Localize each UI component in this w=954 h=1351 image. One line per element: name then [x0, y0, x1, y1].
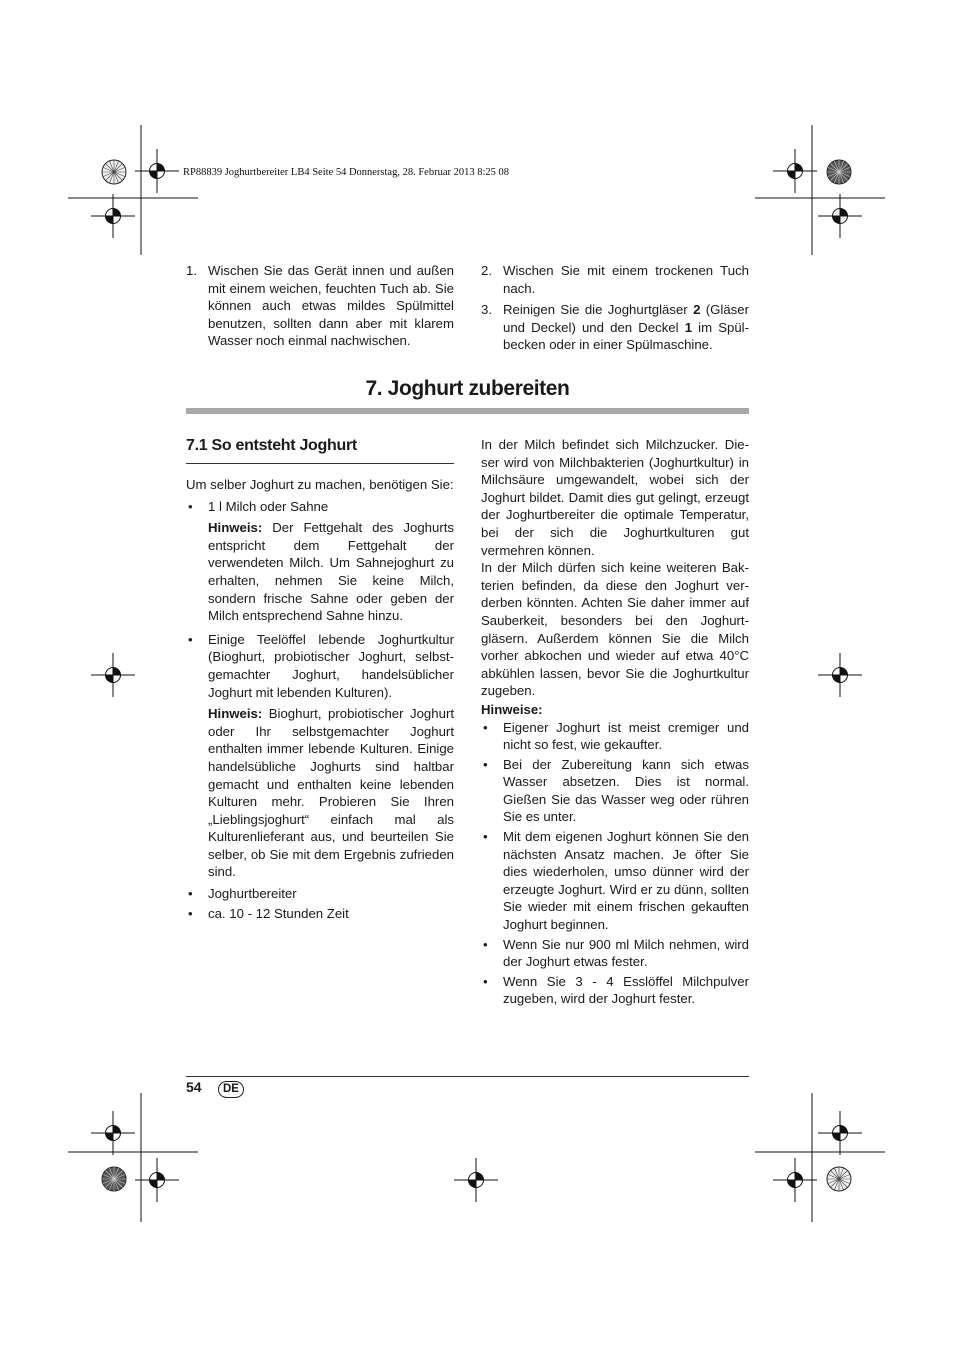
note-label: Hinweis: [208, 706, 263, 722]
note-label: Hinweis: [208, 520, 263, 536]
note [208, 519, 454, 625]
cleaning-steps-right [481, 262, 749, 358]
part-ref-jars: 2 [693, 302, 701, 318]
list-item [186, 498, 454, 625]
print-slug: RP88839 Joghurtbereiter LB4 Seite 54 Donnerstag, 28. Februar 2013 8:25 08 [183, 167, 510, 178]
step-text: Wischen Sie mit einem trockenen Tuch nach. [503, 263, 749, 296]
list-item [186, 631, 454, 881]
step-text-part: im Spül-becken oder in einer Spülmaschine. [503, 319, 749, 353]
bullet-icon: • [483, 973, 488, 989]
bullet-icon: • [188, 905, 193, 921]
list-item [186, 905, 454, 923]
bullet-icon: • [483, 756, 488, 772]
hint-item [481, 719, 749, 754]
part-ref-lid: 1 [684, 319, 693, 335]
step-number: 3. [481, 302, 492, 318]
bullet-icon: • [483, 719, 488, 735]
step-item [481, 262, 749, 297]
step-item [186, 262, 454, 350]
hint-text: Mit dem eigenen Joghurt können Sie den nächsten Ansatz machen. Je öfter Sie dies wiederholen, umso dünner wird der erzeugte Joghurt. Wird er zu dünn, sollten Sie wieder mit einem frischen gekauften Joghurt beginnen. [503, 829, 749, 933]
note [208, 705, 454, 881]
intro-text: Um selber Joghurt zu machen, benötigen Sie: [186, 477, 454, 492]
hint-text: Bei der Zubereitung kann sich etwas Wasser absetzen. Dies ist normal. Gießen Sie das Wasser weg oder rühren Sie es unter. [503, 756, 749, 825]
bullet-icon: • [483, 936, 488, 952]
bullet-icon: • [483, 829, 488, 845]
step-number: 1. [186, 263, 197, 278]
subsection-rule [186, 463, 454, 464]
step-text [503, 302, 749, 352]
note-text: Der Fettgehalt des Joghurts entspricht dem Fettgehalt der verwendeten Milch. Um Sahnejoghurt zu erhalten, nehmen Sie keine Milch, sondern frische Sahne oder geben der Milch entsprechend Sahne hinzu. [208, 520, 454, 624]
hint-text: Wenn Sie 3 - 4 Esslöffel Milchpulver zugeben, wird der Joghurt fester. [503, 973, 749, 1007]
bullet-icon: • [188, 498, 193, 514]
bullet-icon: • [188, 631, 193, 647]
hints-label: Hinweise: [481, 701, 543, 717]
list-item-text: 1 l Milch oder Sahne [208, 498, 329, 514]
hint-text: Wenn Sie nur 900 ml Milch nehmen, wird der Joghurt etwas fester. [503, 936, 749, 970]
list-item [186, 885, 454, 903]
section-title-rule [186, 408, 749, 414]
right-column [481, 436, 749, 1010]
list-item-text: Joghurtbereiter [208, 886, 297, 902]
cleaning-steps-left [186, 262, 454, 354]
subsection-title: 7.1 So entsteht Joghurt [186, 437, 357, 454]
hint-item [481, 828, 749, 934]
list-item-text: Einige Teelöffel lebende Joghurtkultur (Bioghurt, probiotischer Joghurt, selbst-gemachter Joghurt, handelsüblicher Joghurt mit lebenden Kulturen). [208, 631, 454, 700]
language-badge: DE [218, 1081, 244, 1098]
step-text: Wischen Sie das Gerät innen und außen mit einem weichen, feuchten Tuch ab. Sie können auch etwas mildes Spülmittel benutzen, sollten dann aber mit klarem Wasser noch einmal nachwischen. [208, 263, 454, 349]
list-item-text: ca. 10 - 12 Stunden Zeit [208, 905, 349, 921]
hint-item [481, 936, 749, 971]
step-text-part: (Gläser und Deckel) und den Deckel [503, 302, 749, 335]
bullet-icon: • [188, 886, 193, 902]
section-title: 7. Joghurt zubereiten [365, 377, 570, 400]
hint-item [481, 973, 749, 1008]
page-number: 54 [186, 1079, 202, 1095]
left-column [186, 476, 454, 924]
paragraph: In der Milch befindet sich Milchzucker. Die-ser wird von Milchbakterien (Joghurtkultur) in Milchsäure umgewandelt, wobei sich der Joghurt bildet. Damit dies gut gelingt, erzeugt der Joghurtbereiter die optimale Temperatur, bei der sich die Joghurtkulturen gut vermehren können. [481, 437, 749, 558]
note-text: Bioghurt, probiotischer Joghurt oder Ihr selbstgemachter Joghurt enthalten immer lebende Kulturen. Einige handelsübliche Joghurts sind haltbar gemacht und enthalten keine lebenden Kulturen mehr. Probieren Sie Ihren „Lieblingsjoghurt“ einfach mal als Kulturenlieferant aus, und beurteilen Sie selber, ob Sie mit dem Ergebnis zufrieden sind. [208, 706, 454, 880]
step-item [481, 301, 749, 354]
hint-text: Eigener Joghurt ist meist cremiger und nicht so fest, wie gekaufter. [503, 719, 749, 753]
step-number: 2. [481, 263, 492, 278]
paragraph: In der Milch dürfen sich keine weiteren Bak-terien befinden, da diese den Joghurt ver-derben könnten. Achten Sie daher immer auf Sauberkeit, besonders bei den Joghurt-gläsern. Außerdem können Sie die Milch vorher abkochen und wieder auf etwa 40°C abkühlen lassen, bevor Sie die Joghurtkultur zugeben. [481, 560, 749, 699]
hint-item [481, 756, 749, 826]
step-text-part: Reinigen Sie die Joghurtgläser [503, 302, 694, 318]
footer-rule [186, 1076, 749, 1077]
